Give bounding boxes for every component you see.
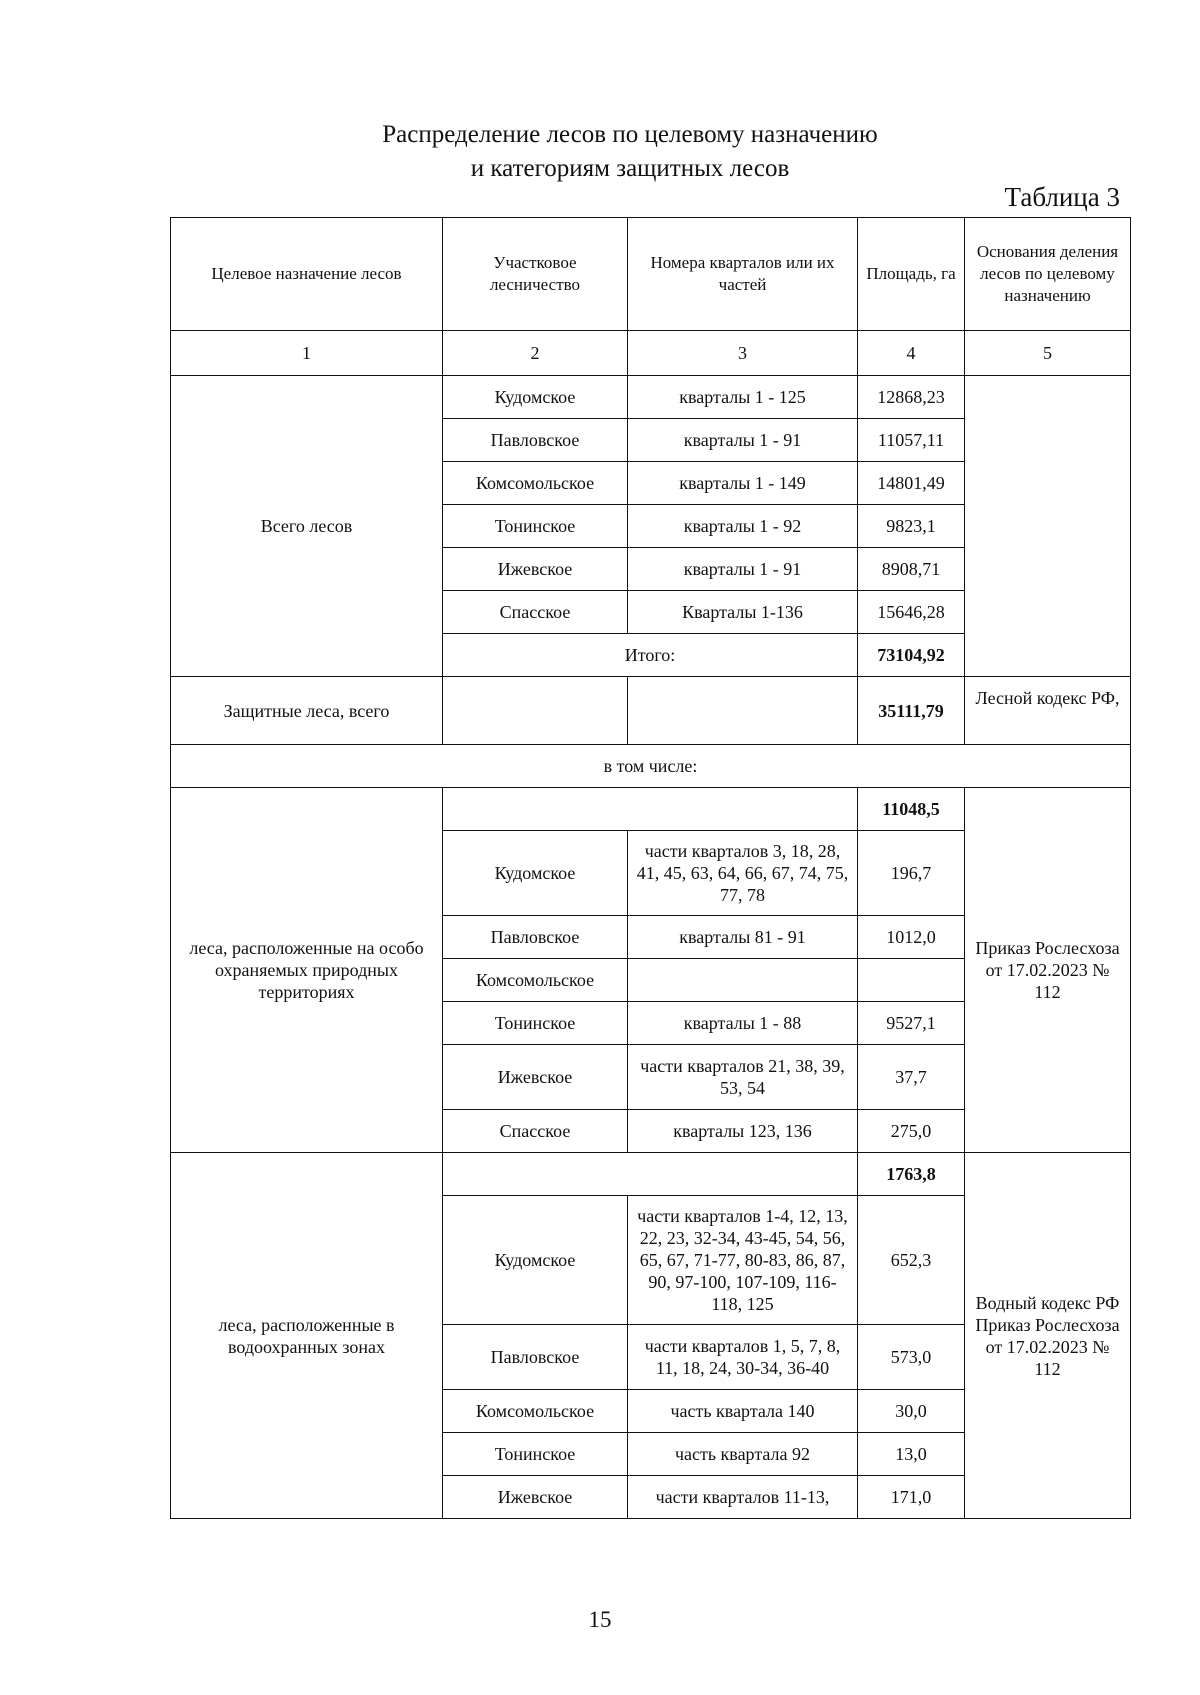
quarters-cell: Кварталы 1-136 [628,591,858,634]
water-zones-basis: Водный кодекс РФ Приказ Рослесхоза от 17.02.2023 № 112 [965,1153,1131,1519]
district-cell: Тонинское [443,1002,628,1045]
subtotal-row [171,788,1131,831]
area-cell: 14801,49 [858,462,965,505]
district-cell: Ижевское [443,1045,628,1110]
total-area: 73104,92 [858,634,965,677]
area-cell: 13,0 [858,1433,965,1476]
quarters-cell: кварталы 1 - 125 [628,376,858,419]
quarters-cell: части кварталов 11-13, [628,1476,858,1519]
subtotal-empty [443,788,858,831]
category-protective: Защитные леса, всего [171,677,443,745]
district-cell: Павловское [443,1325,628,1390]
column-number: 3 [628,331,858,376]
subtotal-row [171,1153,1131,1196]
protected-areas-basis: Приказ Рослесхоза от 17.02.2023 № 112 [965,788,1131,1153]
including-row [171,745,1131,788]
category-protected-areas: леса, расположенные на особо охраняемых природных территориях [171,788,443,1153]
quarters-cell: часть квартала 140 [628,1390,858,1433]
area-cell: 11057,11 [858,419,965,462]
subtotal-area: 1763,8 [858,1153,965,1196]
area-cell: 196,7 [858,831,965,916]
document-title [180,118,1080,186]
district-cell: Павловское [443,419,628,462]
protective-basis: Лесной кодекс РФ, [965,677,1131,745]
district-cell-empty [443,677,628,745]
header-cell: Целевое назначение лесов [171,218,443,331]
table-row [171,376,1131,419]
quarters-cell [628,959,858,1002]
basis-cell-empty [965,376,1131,677]
area-cell: 12868,23 [858,376,965,419]
district-cell: Кудомское [443,376,628,419]
area-cell: 8908,71 [858,548,965,591]
total-label: Итого: [443,634,858,677]
column-number-row [171,331,1131,376]
subtotal-area: 11048,5 [858,788,965,831]
district-cell: Спасское [443,591,628,634]
header-cell: Основания деления лесов по целевому назначению [965,218,1131,331]
protective-area: 35111,79 [858,677,965,745]
subtotal-empty [443,1153,858,1196]
district-cell: Ижевское [443,1476,628,1519]
column-number: 1 [171,331,443,376]
column-number: 4 [858,331,965,376]
district-cell: Комсомольское [443,1390,628,1433]
header-cell: Участковое лесничество [443,218,628,331]
protective-row [171,677,1131,745]
district-cell: Комсомольское [443,959,628,1002]
district-cell: Тонинское [443,505,628,548]
district-cell: Павловское [443,916,628,959]
district-cell: Ижевское [443,548,628,591]
quarters-cell: кварталы 1 - 92 [628,505,858,548]
area-cell: 652,3 [858,1196,965,1325]
title-line-1: Распределение лесов по целевому назначению [382,121,878,148]
district-cell: Комсомольское [443,462,628,505]
including-label: в том числе: [171,745,1131,788]
quarters-cell: кварталы 81 - 91 [628,916,858,959]
district-cell: Кудомское [443,831,628,916]
title-line-2: и категориям защитных лесов [470,155,790,182]
header-cell: Номера кварталов или их частей [628,218,858,331]
quarters-cell: части кварталов 3, 18, 28, 41, 45, 63, 64, 66, 67, 74, 75, 77, 78 [628,831,858,916]
area-cell: 9823,1 [858,505,965,548]
column-number: 5 [965,331,1131,376]
column-number: 2 [443,331,628,376]
quarters-cell: кварталы 123, 136 [628,1110,858,1153]
quarters-cell: кварталы 1 - 88 [628,1002,858,1045]
area-cell: 573,0 [858,1325,965,1390]
area-cell [858,959,965,1002]
forest-distribution-table [170,217,1131,1519]
area-cell: 9527,1 [858,1002,965,1045]
category-water-zones: леса, расположенные в водоохранных зонах [171,1153,443,1519]
quarters-cell-empty [628,677,858,745]
area-cell: 1012,0 [858,916,965,959]
area-cell: 15646,28 [858,591,965,634]
quarters-cell: часть квартала 92 [628,1433,858,1476]
quarters-cell: кварталы 1 - 149 [628,462,858,505]
district-cell: Тонинское [443,1433,628,1476]
area-cell: 171,0 [858,1476,965,1519]
quarters-cell: части кварталов 21, 38, 39, 53, 54 [628,1045,858,1110]
header-cell: Площадь, га [858,218,965,331]
district-cell: Кудомское [443,1196,628,1325]
area-cell: 37,7 [858,1045,965,1110]
table-label: Таблица 3 [1004,182,1120,212]
header-row [171,218,1131,331]
area-cell: 275,0 [858,1110,965,1153]
quarters-cell: части кварталов 1, 5, 7, 8, 11, 18, 24, 30-34, 36-40 [628,1325,858,1390]
category-all-forests: Всего лесов [171,376,443,677]
page-number: 15 [588,1607,612,1632]
district-cell: Спасское [443,1110,628,1153]
quarters-cell: кварталы 1 - 91 [628,548,858,591]
quarters-cell: кварталы 1 - 91 [628,419,858,462]
area-cell: 30,0 [858,1390,965,1433]
quarters-cell: части кварталов 1-4, 12, 13, 22, 23, 32-34, 43-45, 54, 56, 65, 67, 71-77, 80-83, 86, 87, 90, 97-100, 107-109, 116-118, 125 [628,1196,858,1325]
